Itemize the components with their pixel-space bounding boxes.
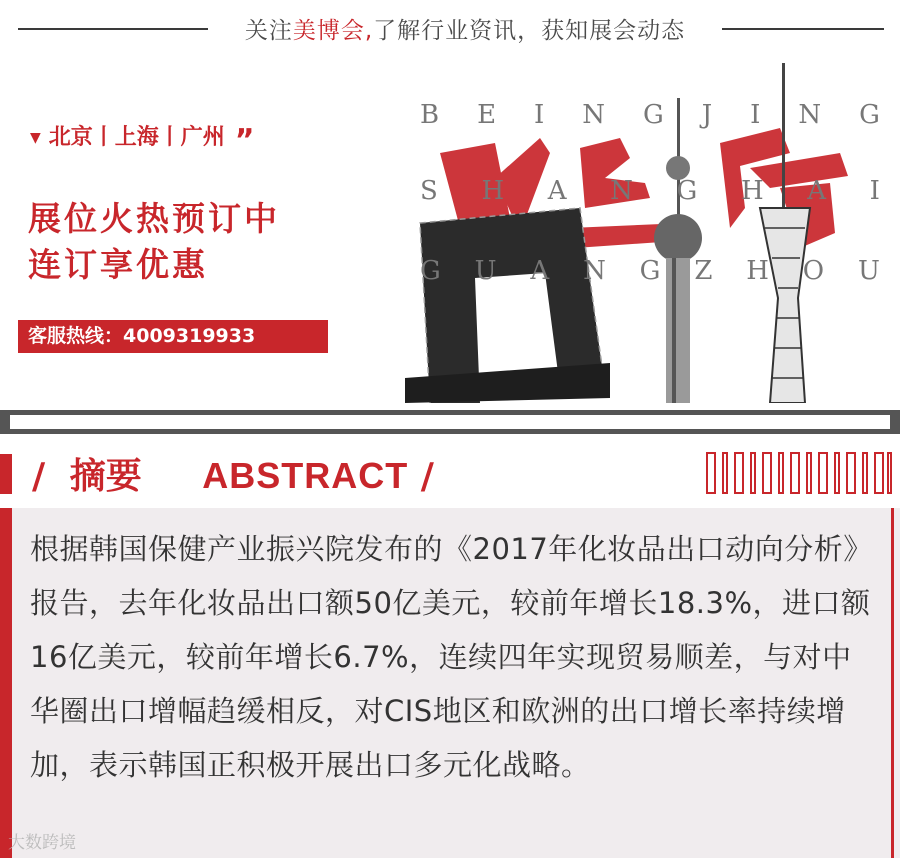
left-rule [18, 28, 208, 30]
hotline-badge[interactable]: 客服热线：4009319933 [18, 320, 328, 353]
panel-right-line [891, 508, 894, 858]
pearl-tower [654, 98, 702, 403]
slash-open: / [32, 456, 46, 497]
banner-brand[interactable]: 美博会, [292, 18, 374, 44]
section-divider [0, 410, 900, 436]
abstract-title-cn: 摘要 [69, 456, 142, 497]
guangzhou-letters: G U A N G Z H O U [420, 256, 880, 286]
city-list [30, 120, 255, 158]
promo-line-1: 展位火热预订中 [28, 199, 280, 238]
accent-bar [0, 454, 12, 494]
right-rule [722, 28, 884, 30]
expo-hero[interactable] [0, 58, 900, 408]
promo-text [28, 196, 280, 288]
abstract-panel [0, 508, 900, 858]
banner-text [220, 12, 710, 45]
panel-accent-bar [0, 508, 12, 858]
abstract-body: 根据韩国保健产业振兴院发布的《2017年化妆品出口动向分析》报告，去年化妆品出口额50亿美元，较前年增长18.3%，进口额16亿美元，较前年增长6.7%，连续四年实现贸易顺差，与对中华圈出口增幅趋缓相反，对CIS地区和欧洲的出口增长率持续增加，表示韩国正积极开展出口多元化战略。 [30, 532, 873, 782]
banner-suffix: 了解行业资讯，获知展会动态 [373, 18, 686, 44]
promo-line-2: 连订享优惠 [28, 245, 208, 284]
city-names: 北京丨上海丨广州 [48, 125, 225, 150]
beijing-letters: B E I N G J I N G [420, 100, 880, 130]
quote-mark-icon: ” [234, 123, 255, 158]
slash-close: / [420, 456, 434, 497]
divider-inner [10, 415, 890, 429]
cctv-building [405, 208, 610, 403]
watermark-text: 大数跨境 [8, 833, 76, 853]
banner-prefix: 关注 [244, 18, 293, 44]
abstract-title [32, 448, 434, 499]
abstract-header [0, 440, 900, 506]
abstract-title-en: ABSTRACT [202, 455, 409, 496]
shanghai-letters: S H A N G H A I [420, 176, 880, 206]
triangle-down-icon: ▼ [30, 130, 41, 146]
decorative-stripes [706, 452, 892, 494]
top-banner [0, 0, 900, 58]
